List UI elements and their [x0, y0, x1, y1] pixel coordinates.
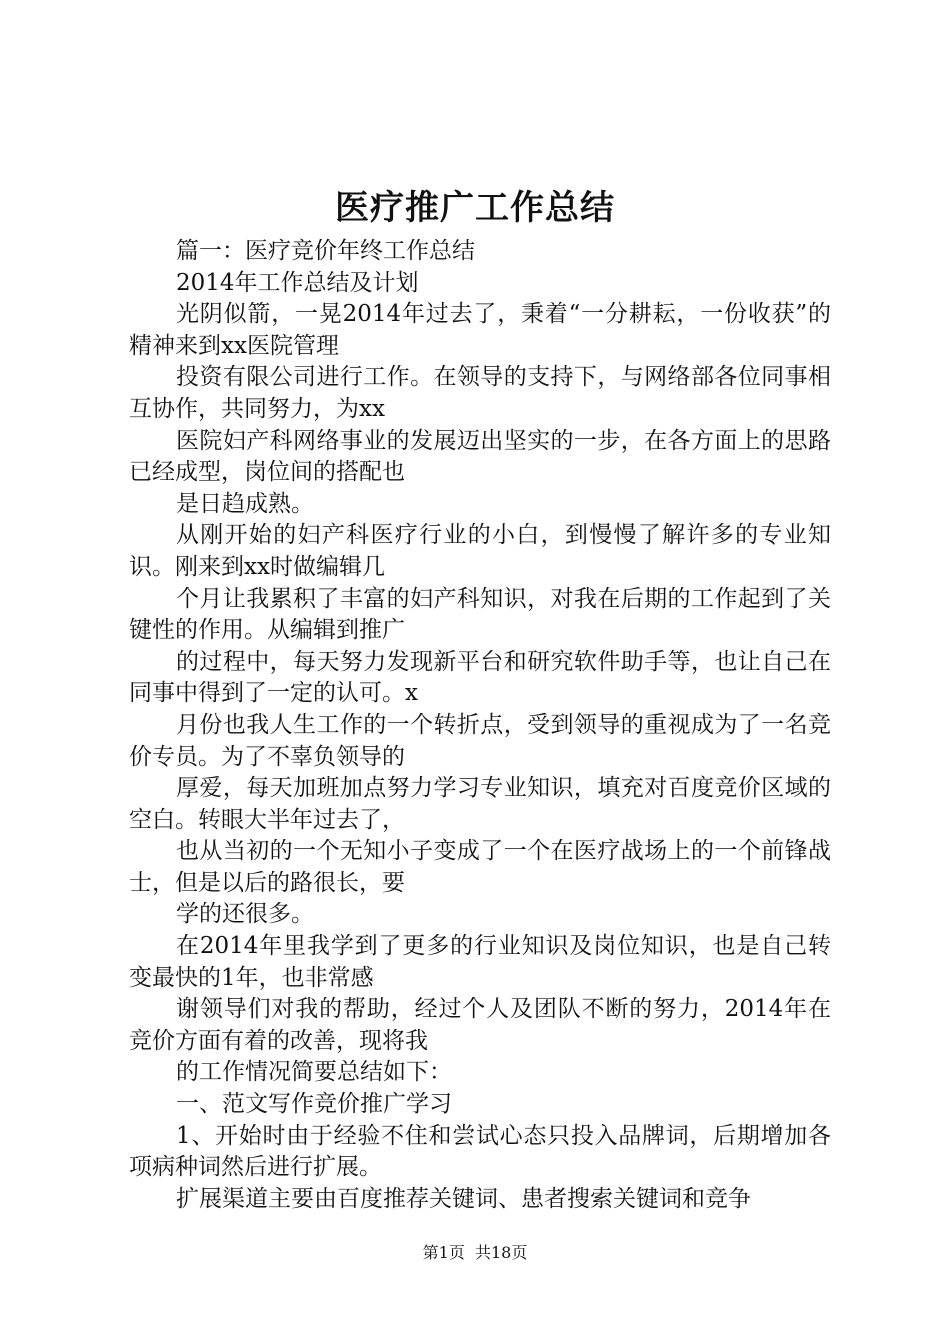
paragraph: 的工作情况简要总结如下： — [176, 1059, 452, 1086]
paragraph: 投资有限公司进行工作。在领导的支持下，与网络部各位同事相互协作，共同努力，为xx — [129, 364, 831, 422]
paragraph: 是日趋成熟。 — [176, 490, 314, 517]
page-number: 第1页 共18页 — [422, 1243, 528, 1262]
paragraph: 个月让我累积了丰富的妇产科知识，对我在后期的工作起到了关键性的作用。从编辑到推广 — [129, 585, 831, 644]
paragraph: 从刚开始的妇产科医疗行业的小白，到慢慢了解许多的专业知识。刚来到xx时做编辑几 — [129, 522, 831, 580]
paragraph: 扩展渠道主要由百度推荐关键词、患者搜索关键词和竞争 — [176, 1185, 751, 1212]
paragraph: 谢领导们对我的帮助，经过个人及团队不断的努力，2014年在竞价方面有着的改善，现将我 — [129, 996, 831, 1054]
paragraph: 厚爱，每天加班加点努力学习专业知识，填充对百度竞价区域的空白。转眼大半年过去了， — [129, 775, 831, 833]
document-body — [129, 236, 831, 1215]
paragraph: 月份也我人生工作的一个转折点，受到领导的重视成为了一名竞价专员。为了不辜负领导的 — [129, 711, 831, 770]
page-footer — [0, 1241, 950, 1265]
section-heading: 一、范文写作竞价推广学习 — [176, 1091, 452, 1118]
paragraph: 1、开始时由于经验不住和尝试心态只投入品牌词，后期增加各项病种词然后进行扩展。 — [129, 1122, 831, 1181]
paragraph: 2014年工作总结及计划 — [176, 269, 419, 296]
paragraph: 学的还很多。 — [176, 901, 314, 928]
paragraph: 的过程中，每天努力发现新平台和研究软件助手等，也让自己在同事中得到了一定的认可。x — [129, 648, 831, 707]
paragraph: 光阴似箭，一晃2014年过去了，秉着“一分耕耘，一份收获”的精神来到xx医院管理 — [129, 301, 831, 359]
paragraph: 也从当初的一个无知小子变成了一个在医疗战场上的一个前锋战士，但是以后的路很长，要 — [129, 838, 831, 896]
paragraph: 篇一：医疗竞价年终工作总结 — [176, 238, 475, 264]
document-title: 医疗推广工作总结 — [335, 188, 615, 228]
paragraph: 在2014年里我学到了更多的行业知识及岗位知识，也是自己转变最快的1年，也非常感 — [129, 933, 831, 991]
paragraph: 医院妇产科网络事业的发展迈出坚实的一步，在各方面上的思路已经成型，岗位间的搭配也 — [129, 427, 831, 486]
